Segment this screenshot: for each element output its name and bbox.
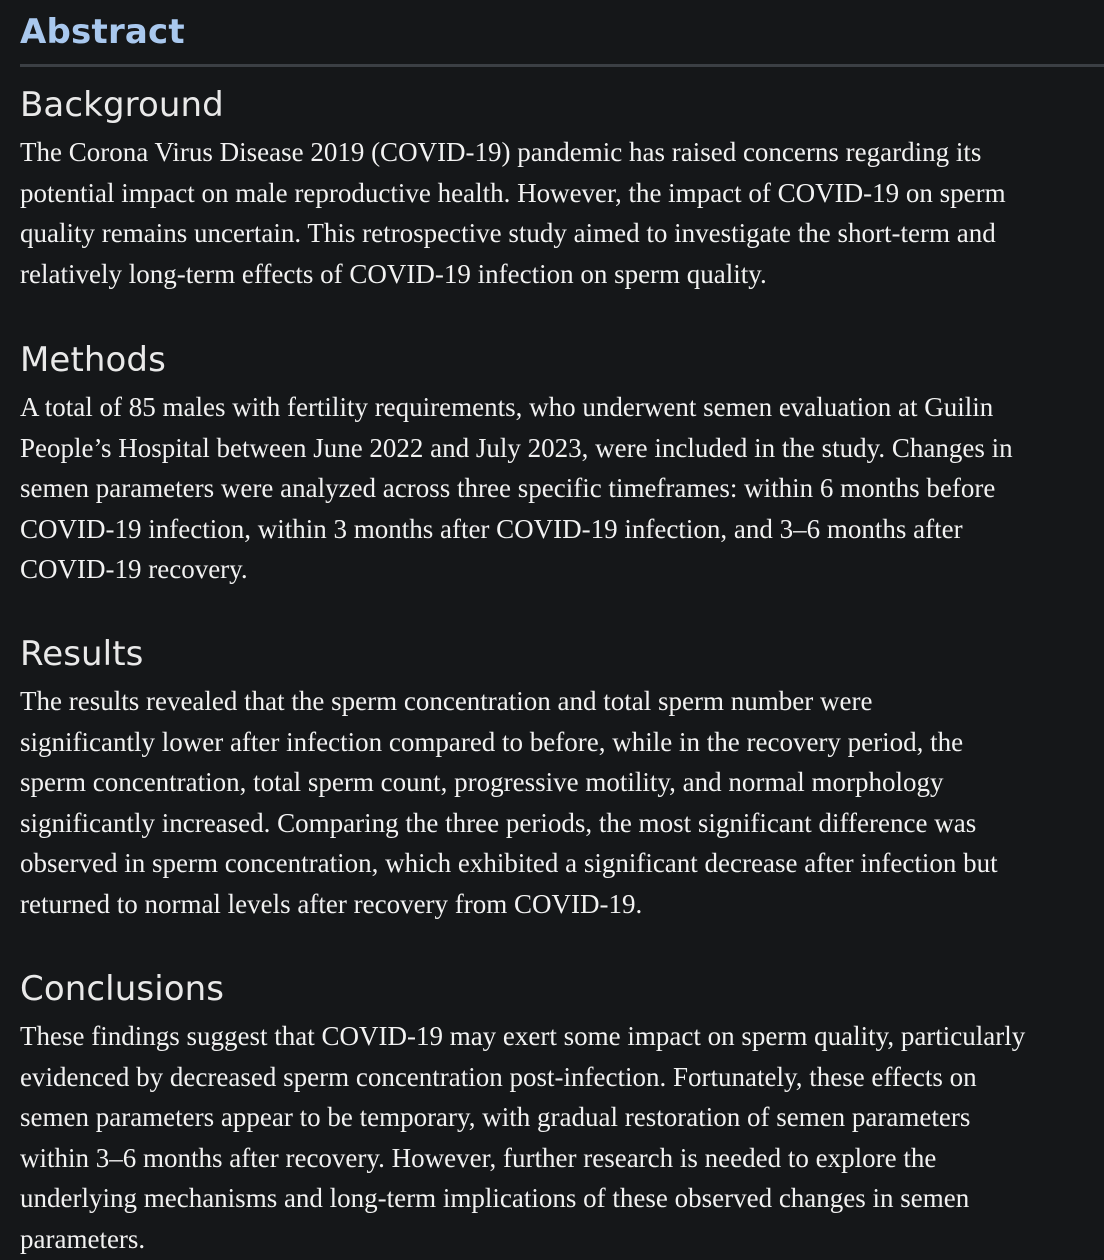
section-body-results — [20, 681, 1104, 925]
text-line: quality remains uncertain. This retrospective study aimed to investigate the short-term and — [20, 218, 996, 249]
text-line: returned to normal levels after recovery from COVID-19. — [20, 888, 643, 919]
section-heading-conclusions: Conclusions — [20, 969, 225, 1009]
text-line: COVID-19 recovery. — [20, 554, 248, 585]
section-methods — [20, 337, 1104, 590]
section-heading-methods: Methods — [20, 340, 166, 380]
section-body-conclusions — [20, 1016, 1104, 1260]
section-conclusions — [20, 966, 1104, 1260]
section-body-methods — [20, 387, 1104, 590]
text-line: potential impact on male reproductive health. However, the impact of COVID-19 on sperm — [20, 177, 1006, 208]
text-line: These findings suggest that COVID-19 may exert some impact on sperm quality, particularly — [20, 1021, 1026, 1051]
text-line: sperm concentration, total sperm count, progressive motility, and normal morphology — [20, 767, 944, 798]
text-line: People’s Hospital between June 2022 and July 2023, were included in the study. Changes in — [20, 432, 1013, 463]
text-line: within 3–6 months after recovery. However, further research is needed to explore the — [20, 1142, 937, 1173]
text-line: The Corona Virus Disease 2019 (COVID-19) pandemic has raised concerns regarding its — [20, 137, 982, 167]
text-line: semen parameters were analyzed across three specific timeframes: within 6 months before — [20, 473, 996, 504]
text-line: underlying mechanisms and long-term implications of these observed changes in semen — [20, 1183, 970, 1214]
abstract-title: Abstract — [20, 12, 185, 52]
title-divider — [20, 64, 1104, 67]
text-line: parameters. — [20, 1223, 146, 1254]
section-results — [20, 631, 1104, 925]
section-body-background — [20, 132, 1104, 294]
section-background — [20, 82, 1104, 294]
text-line: significantly increased. Comparing the three periods, the most significant difference was — [20, 807, 977, 838]
text-line: The results revealed that the sperm concentration and total sperm number were — [20, 686, 873, 716]
text-line: evidenced by decreased sperm concentration post-infection. Fortunately, these effects on — [20, 1061, 977, 1092]
text-line: relatively long-term effects of COVID-19 infection on sperm quality. — [20, 258, 767, 289]
section-heading-background: Background — [20, 85, 224, 125]
text-line: observed in sperm concentration, which exhibited a significant decrease after infection but — [20, 848, 998, 879]
text-line: semen parameters appear to be temporary, with gradual restoration of semen parameters — [20, 1102, 971, 1133]
text-line: COVID-19 infection, within 3 months after COVID-19 infection, and 3–6 months after — [20, 513, 963, 544]
section-heading-results: Results — [20, 634, 144, 674]
text-line: significantly lower after infection compared to before, while in the recovery period, the — [20, 726, 964, 757]
abstract-panel — [20, 0, 1104, 1254]
text-line: A total of 85 males with fertility requirements, who underwent semen evaluation at Guilin — [20, 392, 994, 422]
